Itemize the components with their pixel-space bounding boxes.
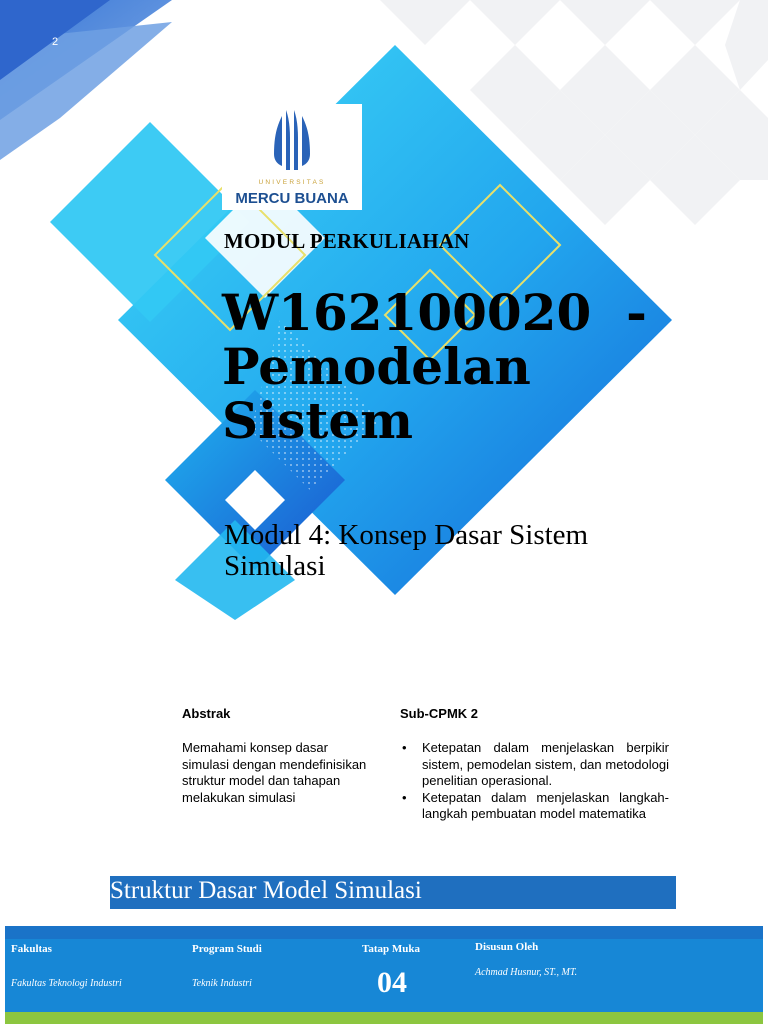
footer-info-bar — [0, 926, 768, 1024]
module-subtitle — [224, 520, 694, 582]
footer-disusun-label: Disusun Oleh — [475, 941, 539, 953]
footer-disusun-value: Achmad Husnur, ST., MT. — [475, 967, 578, 978]
page-number: 2 — [52, 36, 59, 48]
abstract-heading: Abstrak — [182, 706, 231, 721]
abstract-text: Memahami konsep dasar simulasi dengan mendefinisikan struktur model dan tahapan melakukan simulasi — [182, 740, 367, 805]
footer-fakultas-label: Fakultas — [11, 943, 52, 955]
course-title-line-1: W162100020 - — [222, 283, 647, 342]
list-item-text: Ketepatan dalam menjelaskan langkah- langkah pembuatan model matematika — [422, 789, 669, 821]
course-title — [222, 283, 652, 450]
university-logo — [222, 104, 362, 210]
list-item — [400, 740, 669, 790]
sub-cpmk-list — [400, 740, 669, 823]
bullet-icon: • — [402, 740, 407, 755]
bullet-icon: • — [402, 789, 407, 805]
logo-text-mercu-buana: MERCU BUANA — [235, 190, 349, 207]
footer-tatap-muka-value: 04 — [377, 966, 407, 999]
footer-prodi-value: Teknik Industri — [192, 978, 252, 989]
section-banner — [110, 876, 676, 909]
footer-top-strip — [5, 926, 763, 939]
course-title-line-2: Pemodelan — [222, 337, 531, 396]
module-label: MODUL PERKULIAHAN — [224, 229, 470, 253]
course-title-line-3: Sistem — [222, 391, 414, 450]
logo-text-universitas: UNIVERSITAS — [258, 179, 326, 186]
section-banner-text: Struktur Dasar Model Simulasi — [110, 877, 422, 904]
module-subtitle-line-1: Modul 4: Konsep Dasar Sistem — [224, 519, 589, 551]
footer-green-strip — [5, 1012, 763, 1024]
footer-tatap-muka-label: Tatap Muka — [362, 943, 420, 955]
list-item — [400, 790, 669, 823]
list-item-text: Ketepatan dalam menjelaskan berpikir sistem, pemodelan sistem, dan metodologi penelitian operasional. — [422, 740, 669, 788]
module-subtitle-line-2: Simulasi — [224, 550, 326, 582]
footer-prodi-label: Program Studi — [192, 943, 262, 955]
sub-cpmk-heading: Sub-CPMK 2 — [400, 706, 478, 721]
footer-fakultas-value: Fakultas Teknologi Industri — [11, 978, 122, 989]
